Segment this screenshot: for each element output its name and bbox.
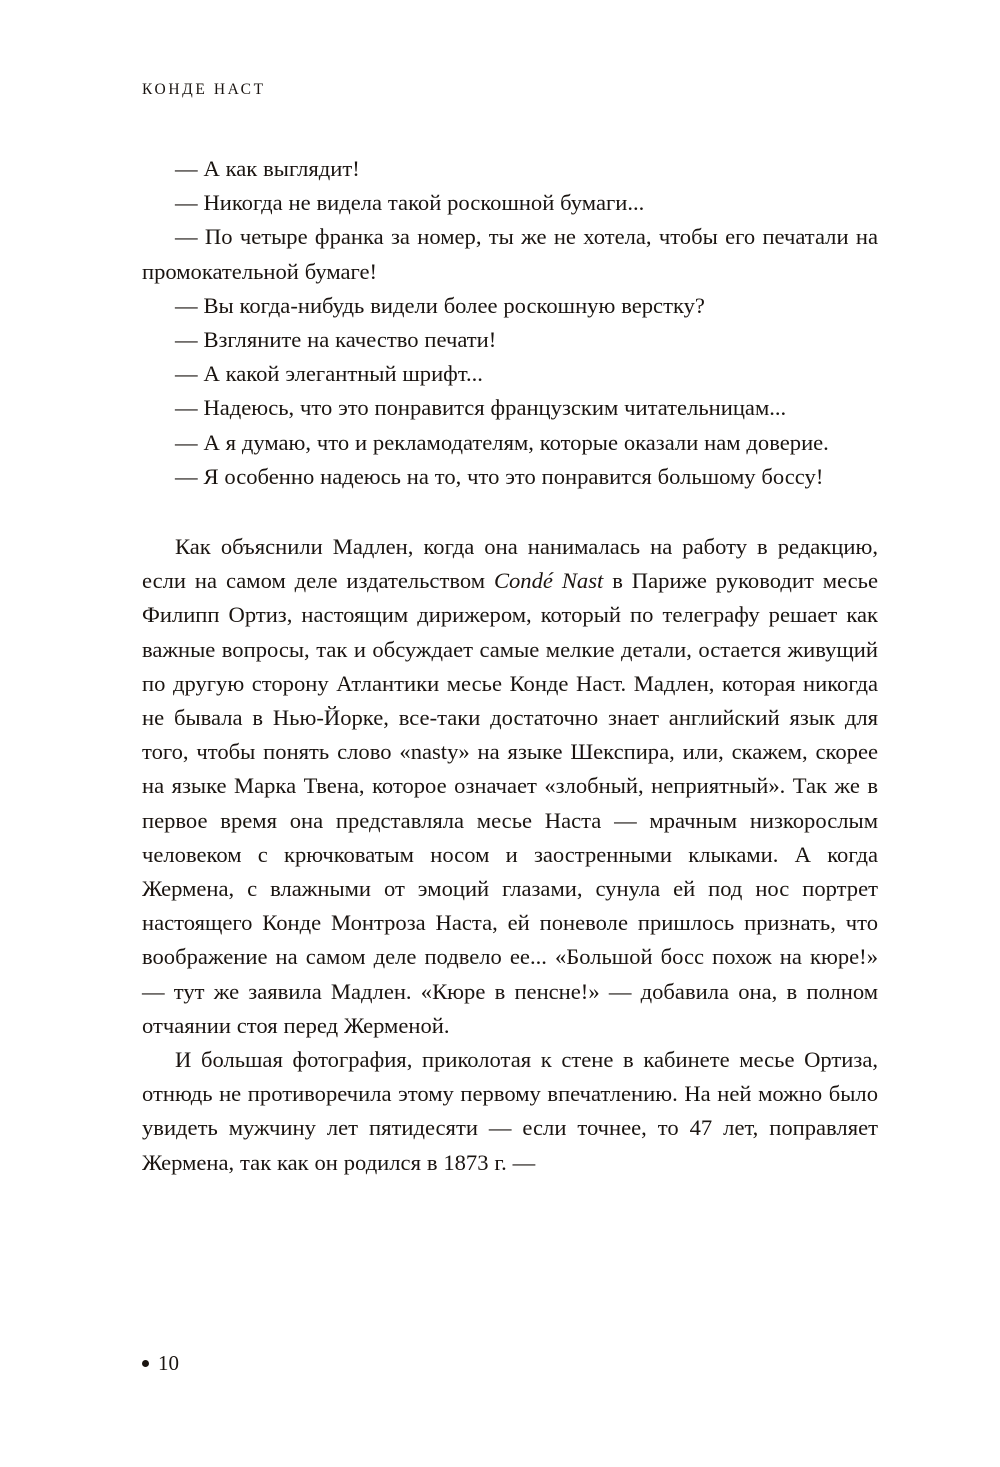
paragraph-text-part-1: Как объяснили Мадлен, когда она нанималась на работу в редакцию, если на самом деле издательством: [142, 534, 878, 594]
text-column: [142, 152, 878, 1180]
body-paragraph-2: И большая фотография, приколотая к стене в кабинете месье Ортиза, отнюдь не противоречила этому первому впечатлению. На ней можно было увидеть мужчину лет пятидесяти — если точнее, то 47 лет, поправляет Жермена, так как он родился в 1873 г. —: [142, 1047, 878, 1175]
page-folio: [142, 1353, 179, 1374]
paragraph-text-part-2: в Париже руководит месье Филипп Ортиз, настоящим дирижером, который по телеграфу решает как важные вопросы, так и обсуждает самые мелкие детали, остается живущий по другую сторону Атлантики месье Конде Наст. Мадлен, которая никогда не бывала в Нью-Йорке, все-таки достаточно знает английский язык для того, чтобы понять слово «nasty» на языке Шекспира, или, скажем, скорее на языке Марка Твена, которое означает «злобный, неприятный». Так же в первое время она представляла месье Наста — мрачным низкорослым человеком с крючковатым носом и заостренными клыками. А когда Жермена, с влажными от эмоций глазами, сунула ей под нос портрет настоящего Конде Монтроза Наста, ей поневоле пришлось признать, что воображение на самом деле подвело ее... «Большой босс похож на кюре!» — тут же заявила Мадлен. «Кюре в пенсне!» — добавила она, в полном отчаянии стоя перед Жерменой.: [142, 568, 879, 1038]
dialogue-line: — А какой элегантный шрифт...: [175, 361, 483, 387]
bullet-dot-icon: [142, 1360, 149, 1367]
section-spacer: [142, 494, 878, 530]
page-number: 10: [158, 1351, 179, 1375]
dialogue-line: — А я думаю, что и рекламодателям, которые оказали нам доверие.: [175, 429, 829, 455]
dialogue-line: — По четыре франка за номер, ты же не хотела, чтобы его печатали на промокательной бумаге!: [142, 224, 878, 284]
dialogue-line: — Я особенно надеюсь на то, что это понравится большому боссу!: [175, 463, 824, 489]
dialogue-line: — Вы когда-нибудь видели более роскошную верстку?: [175, 292, 705, 318]
dialogue-line: — Никогда не видела такой роскошной бумаги...: [175, 190, 645, 216]
running-head: КОНДЕ НАСТ: [142, 81, 266, 98]
dialogue-line: — Взгляните на качество печати!: [175, 327, 497, 353]
body-paragraph-1: [142, 530, 878, 1043]
dialogue-line: — А как выглядит!: [175, 156, 360, 181]
dialogue-line: — Надеюсь, что это понравится французским читательницам...: [175, 395, 787, 421]
publisher-name-emphasis: Condé Nast: [493, 568, 604, 594]
